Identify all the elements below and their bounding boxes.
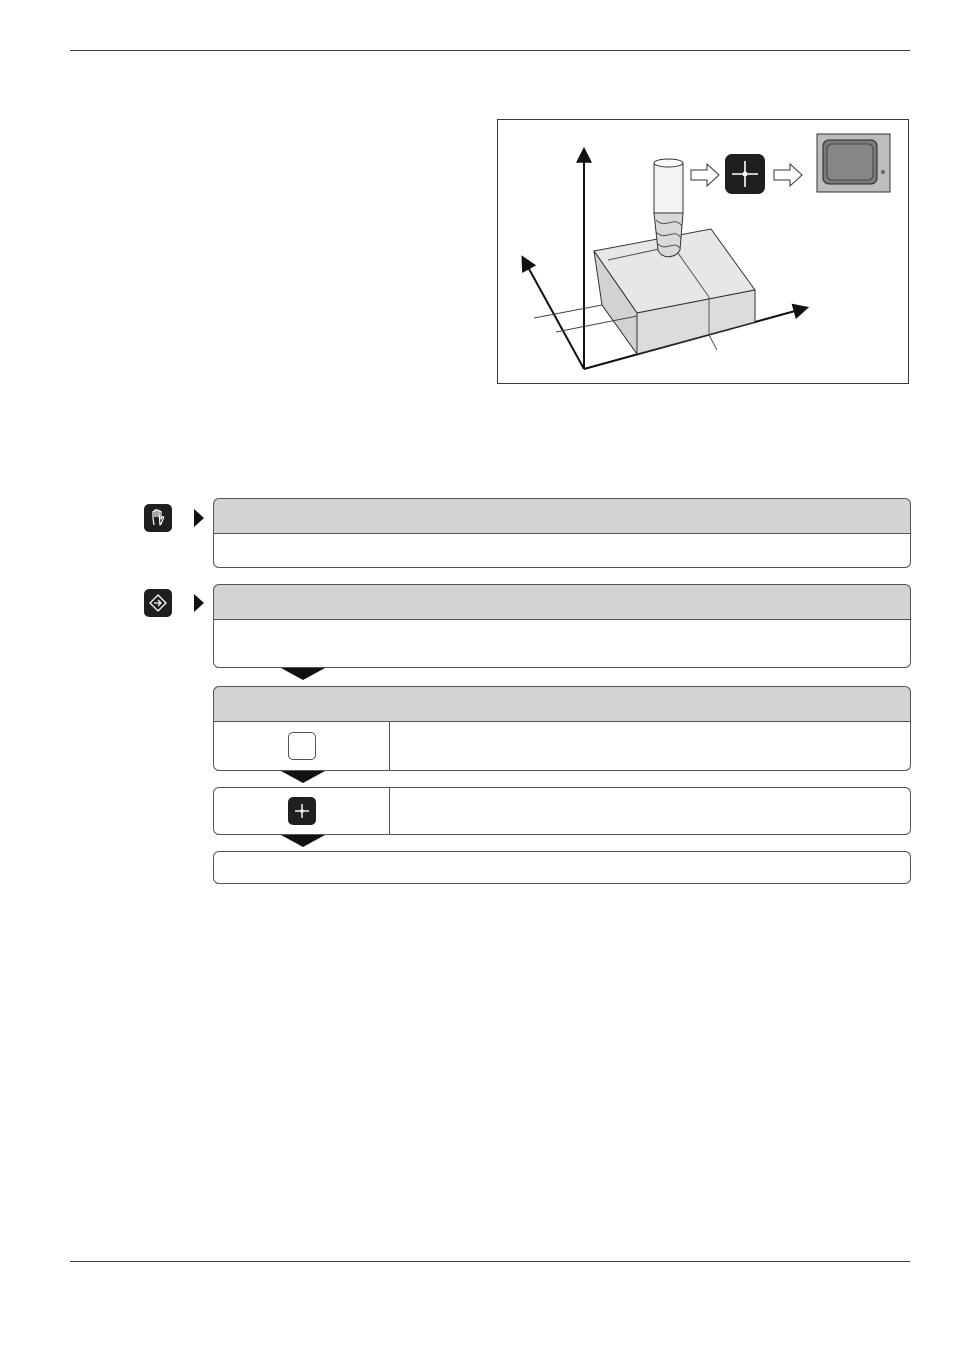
step3-row2-text (390, 788, 910, 834)
flow-down-arrow-icon (281, 835, 325, 847)
step2-body (213, 620, 911, 668)
step3-row-1 (213, 722, 911, 771)
step-pointer-icon (194, 594, 204, 612)
final-step-box (213, 851, 911, 884)
blank-key-icon[interactable] (288, 732, 316, 760)
step3-row1-text (390, 722, 910, 770)
hand-icon (148, 508, 168, 528)
step3-row-2 (213, 787, 911, 835)
workpiece-illustration (497, 119, 909, 384)
flow-down-arrow-icon (281, 668, 325, 680)
flow-down-arrow-icon (281, 771, 325, 783)
final-text (214, 852, 910, 883)
milling-cutter-icon (654, 159, 683, 257)
program-entry-mode-key[interactable] (144, 589, 172, 617)
program-entry-icon (148, 593, 168, 613)
step-pointer-icon (194, 509, 204, 527)
key-cell (214, 788, 390, 834)
step2-header (213, 584, 911, 620)
step1-body (213, 534, 911, 568)
step1-header (213, 498, 911, 534)
position-capture-key-icon (725, 154, 765, 194)
step3-header (213, 686, 911, 722)
header-rule (70, 50, 910, 51)
screen-display-icon (817, 134, 890, 192)
footer-rule (70, 1261, 910, 1262)
position-capture-key-icon[interactable] (288, 797, 316, 825)
key-cell (214, 722, 390, 770)
manual-mode-key[interactable] (144, 504, 172, 532)
